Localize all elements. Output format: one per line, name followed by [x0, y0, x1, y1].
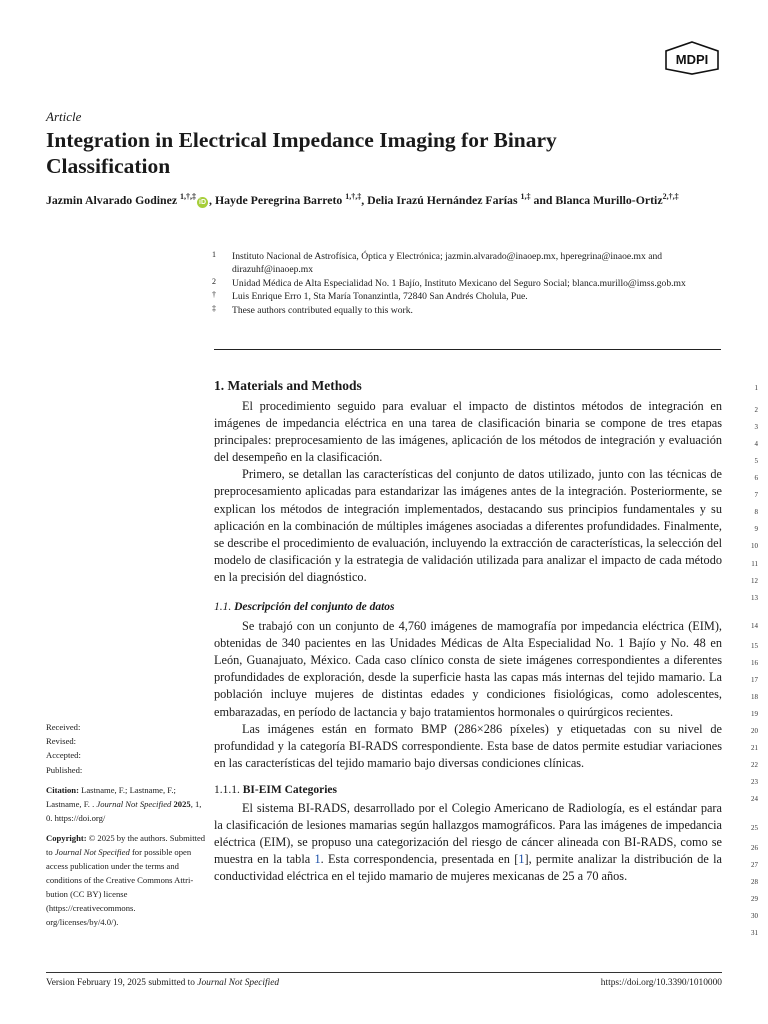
affiliation-item [212, 277, 727, 290]
line-number: 3 [754, 423, 758, 431]
author-affil-marks: 2,†,‡ [662, 192, 679, 202]
affiliation-mark: 2 [212, 276, 216, 286]
article-type: Article [46, 109, 82, 124]
footer-version-text: Version February 19, 2025 submitted to [46, 978, 198, 988]
revised-label: Revised: [46, 736, 77, 747]
line-number: 14 [751, 622, 758, 630]
received-label: Received: [46, 722, 81, 732]
line-number: 20 [751, 727, 758, 735]
section-heading: 1. Materials and Methods [214, 378, 362, 393]
footer-doi[interactable]: https://doi.org/10.3390/1010000 [600, 978, 722, 988]
svg-text:MDPI: MDPI [675, 52, 709, 67]
footer-divider [46, 972, 722, 973]
paragraph: Se trabajó con un conjunto de 4,760 imágenes de mamografía por impedancia eléctrica (EIM), obtenidas de 340 pacientes en las Unidades Médicas de Alta Especialidad No. 1 Bajío y No. 48 en León, Guanajuato, México. Cada caso clínico consta de siete imágenes correspondientes a diferentes profundidades de exploración, desde la superficie hasta las capas más internas del tejido mamario. La población incluye mujeres de distintas edades y condiciones fisiológicas, como adolescentes, embarazadas, en período de lactancia y bajo tratamientos hormonales o quirúrgicos recientes. [214, 619, 722, 719]
line-number: 4 [754, 440, 758, 448]
author-separator: and [530, 193, 556, 207]
author-affil-marks: 1,‡ [520, 192, 531, 202]
line-number: 28 [751, 878, 758, 886]
citation-block [46, 783, 206, 825]
citation-year: 2025 [171, 798, 191, 809]
copyright-journal: Journal Not Specified [54, 846, 130, 857]
line-number: 22 [751, 761, 758, 769]
line-number: 23 [751, 778, 758, 786]
line-number: 29 [751, 895, 758, 903]
line-number: 16 [751, 659, 758, 667]
line-number: 24 [751, 795, 758, 803]
citation-text: Lastname, F.; Lastname, F.; Lastname, F. . [46, 784, 176, 809]
line-number: 5 [754, 457, 758, 465]
line-number: 9 [754, 525, 758, 533]
line-number: 8 [754, 508, 758, 516]
affiliation-mark: ‡ [212, 303, 216, 313]
affiliation-item [212, 250, 727, 277]
copyright-block [46, 831, 206, 929]
orcid-icon[interactable]: iD [199, 199, 207, 206]
affiliation-mark: 1 [212, 250, 216, 259]
paragraph: El procedimiento seguido para evaluar el impacto de distintos métodos de integración en imágenes de impedancia eléctrica en una tarea de clasificación binaria se compone de tres etapas principales: preprocesamiento de las imágenes, aplicación de los métodos de integración y evaluación del desempeño en la clasificación. [214, 399, 722, 465]
line-number: 2 [754, 406, 758, 414]
accepted-label: Accepted: [46, 750, 81, 761]
affiliation-text: Luis Enrique Erro 1, Sta María Tonanzintla, 72840 San Andrés Cholula, Pue. [232, 291, 528, 303]
author-affil-marks: 1,†,‡ [345, 192, 362, 202]
line-number: 17 [751, 676, 758, 684]
citation-link[interactable]: 1 [518, 852, 525, 867]
affiliation-item [212, 304, 727, 317]
paragraph-text: El sistema BI-RADS, desarrollado por el Colegio Americano de Radiología, es el estándar para la clasificación de lesiones mamarias según hallazgos mamográficos. Para las imágenes de impedancia eléctrica (EIM), se propuso una categorización del riesgo de cáncer alineada con BI-RADS, como se muestra en la tabla [214, 800, 722, 867]
citation-journal: Journal Not Specified [96, 798, 172, 809]
paper-title: Integration in Electrical Impedance Imaging for Binary Classification [46, 128, 557, 178]
line-number: 19 [751, 710, 758, 718]
subsection-heading [214, 596, 722, 618]
author-separator: , [209, 193, 215, 207]
subsubsection-title: BI-EIM Categories [242, 783, 337, 796]
published-label: Published: [46, 764, 83, 775]
affiliation-mark: † [212, 290, 216, 300]
citation-doi: , 1, 0. https://doi.org/ [46, 798, 202, 823]
author-name: Hayde Peregrina Barreto [214, 193, 343, 207]
line-number: 1 [754, 384, 758, 392]
line-number: 10 [751, 542, 758, 550]
author-list [46, 192, 726, 210]
paragraph: Primero, se detallan las características del conjunto de datos utilizado, junto con las técnicas de preprocesamiento aplicadas para estandarizar las imágenes antes de la integración. Posteriormente, se explican los métodos de integración implementados, destacando sus principios fundamentales y su aplicación en la combinación de múltiples imágenes asociadas a diferentes profundidades. Finalmente, se describe el procedimiento de evaluación, incluyendo la extracción de características, la selección del modelo de clasificación y la estrategia de validación utilizada para analizar el impacto de cada método en la precisión del diagnóstico. [214, 467, 722, 584]
author-name: Delia Irazú Hernández Farías [367, 193, 518, 207]
table-reference-link[interactable]: 1 [314, 852, 321, 867]
author-affil-marks: 1,†,‡ [180, 192, 197, 202]
author-separator: , [361, 193, 368, 207]
sidebar [46, 720, 206, 929]
paragraph-text: . Esta correspondencia, presentada en [ [320, 852, 519, 867]
paragraph-text: ], permite analizar la distribución de la conductividad eléctrica en el tejido mamario de mujeres mexicanas de 25 a 70 años. [214, 852, 722, 884]
header-divider [214, 349, 721, 350]
affiliation-text: These authors contributed equally to this work. [232, 304, 413, 316]
paragraph: Las imágenes están en formato BMP (286×286 píxeles) y etiquetadas con su nivel de profundidad y la categoría BI-RADS correspondiente. Esta base de datos permite estudiar variaciones en las características del tejido mamario bajo diversas condiciones clínicas. [214, 721, 722, 770]
copyright-text: for possible open access publication under the terms and conditions of the Creative Commons Attribution (CC BY) license (https://creativecommons. org/licenses/by/4.0/). [46, 846, 194, 927]
line-number: 15 [751, 642, 758, 650]
subsection-title: Descripción del conjunto de datos [234, 601, 395, 614]
line-number: 7 [754, 491, 758, 499]
paragraph [214, 800, 722, 885]
copyright-label: Copyright: [46, 832, 87, 843]
line-number: 30 [751, 912, 758, 920]
line-number: 13 [751, 594, 758, 602]
line-number: 26 [751, 844, 758, 852]
line-number: 25 [751, 824, 758, 832]
affiliations [212, 250, 727, 317]
line-number: 27 [751, 861, 758, 869]
subsection-number: 1.1. [214, 601, 232, 614]
footer-version [46, 978, 279, 988]
copyright-text: © 2025 by the authors. Submitted to [46, 832, 206, 857]
affiliation-item [212, 290, 727, 303]
affiliation-text: Unidad Médica de Alta Especialidad No. 1 Bajío, Instituto Mexicano del Seguro Social; blanca.murillo@imss.gob.mx [232, 277, 686, 289]
mdpi-logo [664, 40, 720, 76]
author-name: Blanca Murillo-Ortiz [555, 193, 663, 207]
line-number: 18 [751, 693, 758, 701]
subsubsection-heading [214, 780, 722, 800]
subsubsection-number: 1.1.1. [214, 783, 240, 796]
line-number: 31 [751, 929, 758, 937]
main-content [214, 374, 722, 885]
line-number: 6 [754, 474, 758, 482]
line-number: 12 [751, 577, 758, 585]
author-name: Jazmin Alvarado Godinez [46, 193, 178, 207]
affiliation-text: Instituto Nacional de Astrofísica, Óptica y Electrónica; jazmin.alvarado@inaoep.mx, hperegrina@inaoe.mx and dirazuhf@inaoep.mx [232, 251, 663, 276]
line-number: 11 [751, 560, 758, 568]
citation-label: Citation: [46, 784, 79, 795]
footer-journal: Journal Not Specified [197, 978, 280, 988]
line-number: 21 [751, 744, 758, 752]
